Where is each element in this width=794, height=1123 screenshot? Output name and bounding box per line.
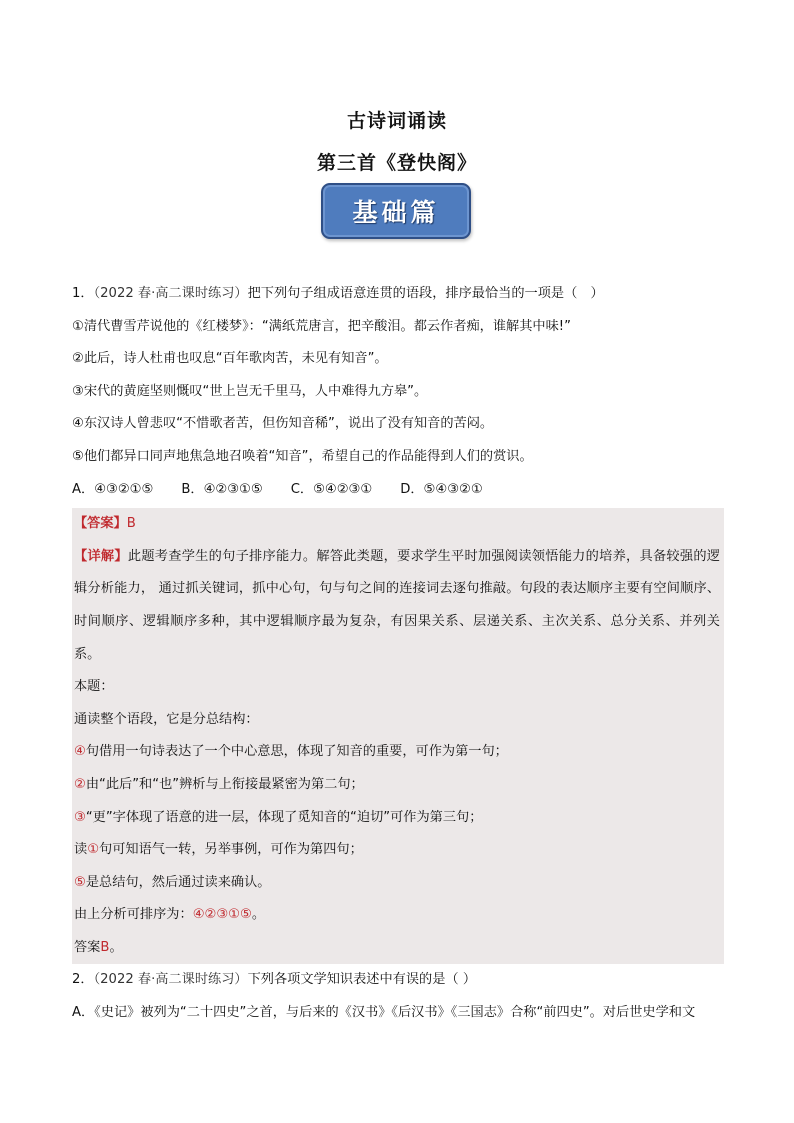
answer-explanation-box — [72, 508, 724, 964]
answer-options — [72, 474, 724, 507]
answer-line — [72, 508, 724, 541]
step-mark: ④ — [74, 744, 86, 760]
sentence-4: ④东汉诗人曾悲叹“不惜歌者苦，但伤知音稀”，说出了没有知音的苦闷。 — [72, 416, 494, 432]
step-4 — [72, 834, 724, 867]
read-all-line: 通读整个语段，它是分总结构： — [74, 711, 259, 727]
sentence-3: ③宋代的黄庭坚则慨叹“世上岂无千里马，人中难得九方皋”。 — [72, 383, 428, 399]
final-answer-line — [72, 932, 724, 965]
sentence-2: ②此后，诗人杜甫也叹息“百年歌肉苦，未见有知音”。 — [72, 351, 388, 367]
option-a: A．④③②①⑤ — [72, 481, 154, 497]
step-text: 是总结句，然后通过读来确认。 — [85, 874, 271, 890]
order-prefix: 由上分析可排序为： — [74, 907, 193, 923]
step-text: 由“此后”和“也”辨析与上衔接最紧密为第二句； — [85, 776, 364, 792]
question-text: 把下列句子组成语意连贯的语段，排序最恰当的一项是（ ） — [247, 286, 604, 301]
step-mark: ③ — [74, 809, 86, 825]
section-banner-label: 基础篇 — [352, 198, 440, 227]
document-body — [72, 278, 724, 1030]
question-source: （2022 春·高二课时练习） — [93, 972, 248, 988]
detail-paragraph — [72, 541, 724, 671]
step-2 — [72, 769, 724, 802]
order-line — [72, 899, 724, 932]
question-number: 1． — [72, 286, 94, 301]
answer-tag: 【答案】 — [74, 516, 127, 532]
answer-value: B — [126, 516, 136, 532]
detail-text: 此题考查学生的句子排序能力。解答此类题，要求学生平时加强阅读领悟能力的培养，具备较强的逻辑分析能力， 通过抓关键词，抓中心句，句与句之间的连接词去逐句推敲。句段的表达顺序主要有空间顺序、时间顺序、逻辑顺序多种，其中逻辑顺序最为复杂，有因果关系、层递关系、主次关系、总分关系、并列关系。 — [74, 548, 720, 662]
detail-tag: 【详解】 — [74, 548, 128, 564]
final-prefix: 答案 — [74, 939, 101, 955]
step-3 — [72, 802, 724, 835]
step-text: 句可知语气一转，另举事例，可作为第四句； — [99, 842, 363, 858]
step-mark: ① — [87, 842, 100, 858]
question-text: 下列各项文学知识表述中有误的是（ ） — [247, 972, 477, 988]
question-1-stem — [72, 278, 724, 311]
step-prefix: 读 — [74, 842, 88, 858]
sentence-5: ⑤他们都异口同声地焦急地召唤着“知音”，希望自己的作品能得到人们的赏识。 — [72, 448, 533, 464]
step-mark: ② — [74, 776, 86, 792]
step-5 — [72, 867, 724, 900]
final-suffix: 。 — [109, 939, 123, 955]
question-number: 2． — [72, 972, 94, 988]
step-text: 句借用一句诗表达了一个中心意思，体现了知音的重要，可作为第一句； — [85, 744, 508, 760]
order-suffix: 。 — [251, 907, 265, 923]
order-value: ④②③①⑤ — [192, 907, 252, 923]
sentence-1: ①清代曹雪芹说他的《红楼梦》：“满纸荒唐言，把辛酸泪。都云作者痴，谁解其中味!” — [72, 318, 571, 334]
page-title: 古诗词诵读 — [346, 110, 447, 132]
question-2-option-a: A．《史记》被列为“二十四史”之首，与后来的《汉书》《后汉书》《三国志》合称“前四史”。对后世史学和文 — [72, 1005, 696, 1021]
step-mark: ⑤ — [74, 874, 86, 890]
this-question-label: 本题： — [74, 679, 114, 695]
option-c: C．⑤④②③① — [290, 481, 373, 497]
step-1 — [72, 736, 724, 769]
section-banner — [321, 183, 471, 239]
option-b: B．④②③①⑤ — [181, 481, 263, 497]
question-source: （2022 春·高二课时练习） — [93, 286, 248, 301]
question-2-stem — [72, 964, 724, 997]
page-subtitle: 第三首《登快阁》 — [316, 152, 477, 174]
step-text: “更”字体现了语意的进一层，体现了觅知音的“迫切”可作为第三句； — [85, 809, 483, 825]
final-answer: B — [100, 939, 110, 955]
option-d: D．⑤④③②① — [400, 481, 483, 497]
